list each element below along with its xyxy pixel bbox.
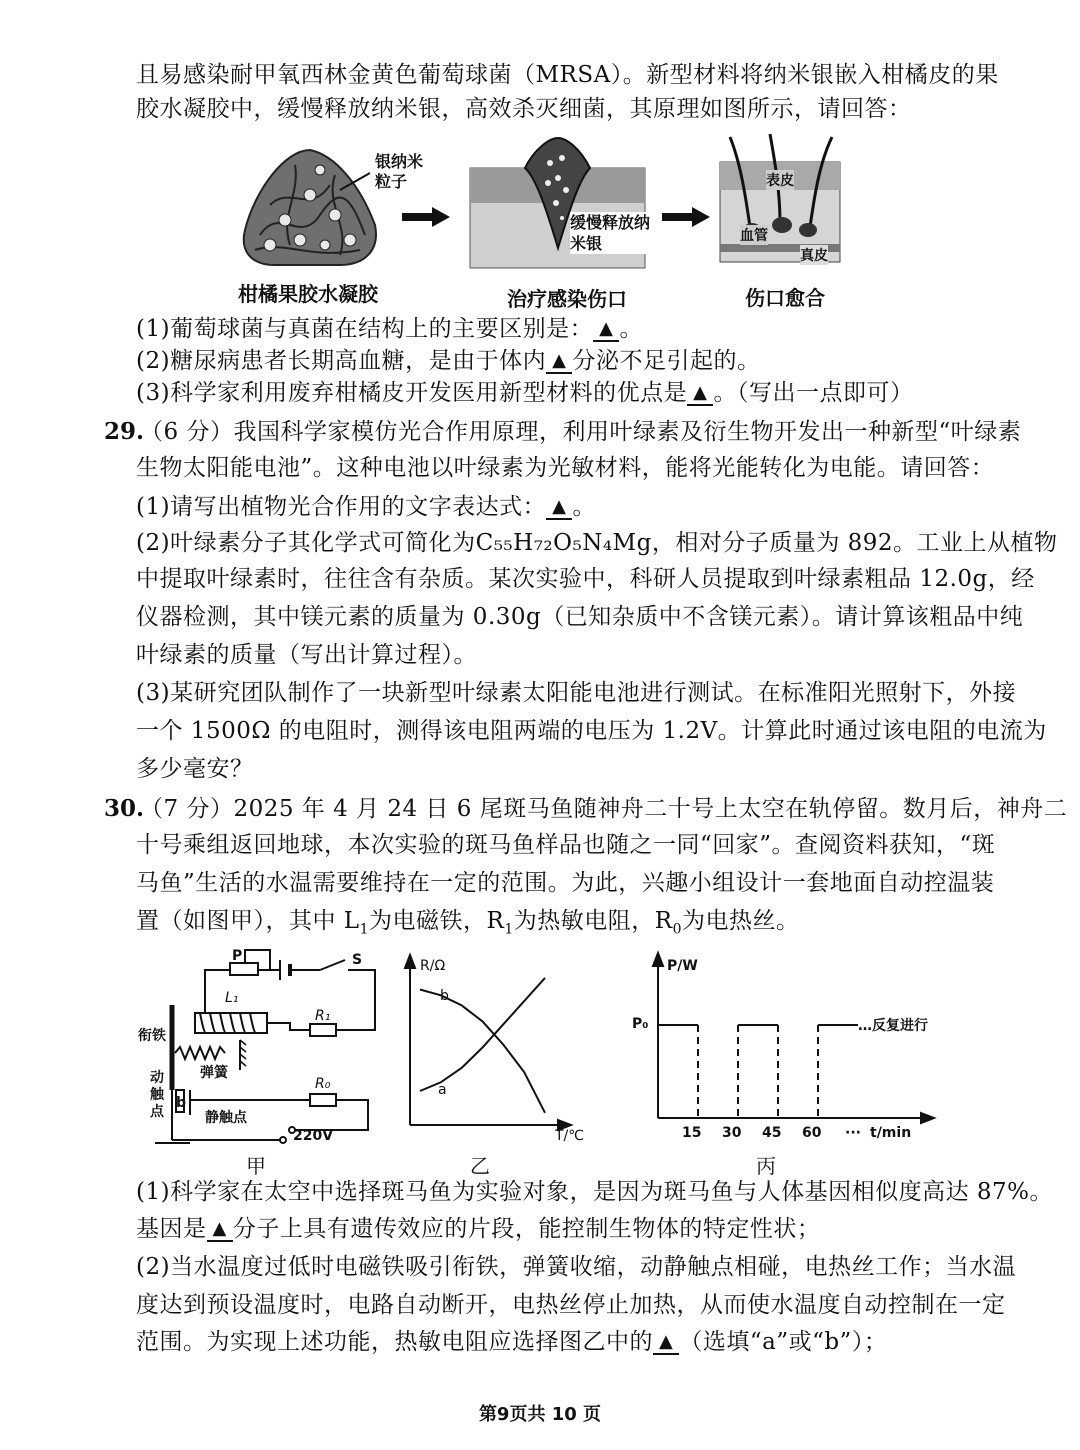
chlorophyll-formula: C₅₅H₇₂O₅N₄Mg — [475, 530, 652, 556]
q29-part-2: (2)叶绿素分子其化学式可简化为C₅₅H₇₂O₅N₄Mg，相对分子质量为 892。工业上从植物 — [136, 530, 1058, 556]
legend-b: b — [440, 988, 449, 1004]
chart-power-time — [650, 950, 940, 1130]
q29-part-2-line-4: 叶绿素的质量（写出计算过程）。 — [136, 642, 477, 668]
chart-bing-annotation: …反复进行 — [858, 1018, 928, 1034]
q30-part-1-line-2: 基因是 ▲ 分子上具有遗传效应的片段，能控制生物体的特定性状； — [136, 1216, 821, 1242]
label-dermis: 真皮 — [800, 245, 828, 265]
label-vessel: 血管 — [740, 225, 768, 245]
caption-wound: 治疗感染伤口 — [507, 287, 627, 311]
chart-bing-xlabel: t/min — [870, 1125, 912, 1141]
answer-blank[interactable]: ▲ — [653, 1331, 679, 1355]
answer-blank[interactable]: ▲ — [593, 318, 619, 342]
intro-line-1: 且易感染耐甲氧西林金黄色葡萄球菌（MRSA）。新型材料将纳米银嵌入柑橘皮的果 — [136, 62, 999, 88]
q29-part-3-line-3: 多少毫安？ — [136, 756, 254, 782]
label-armature: 衔铁 — [138, 1028, 166, 1044]
intro-line-2: 胶水凝胶中，缓慢释放纳米银，高效杀灭细菌，其原理如图所示，请回答： — [136, 96, 912, 122]
q29-line-2: 生物太阳能电池”。这种电池以叶绿素为光敏材料，能将光能转化为电能。请回答： — [136, 455, 995, 481]
q29-number: 29. — [104, 418, 145, 445]
q29-part-3-line-2: 一个 1500Ω 的电阻时，测得该电阻两端的电压为 1.2V。计算此时通过该电阻的电流为 — [136, 718, 1047, 744]
label-slow-release: 缓慢释放纳米银 — [570, 213, 651, 253]
label-contact-b: b — [176, 1095, 187, 1111]
q29-part-3: (3)某研究团队制作了一块新型叶绿素太阳能电池进行测试。在标准阳光照射下，外接 — [136, 680, 1017, 706]
answer-blank[interactable]: ▲ — [687, 382, 713, 406]
q30-line-1: （7 分）2025 年 4 月 24 日 6 尾斑马鱼随神舟二十号上太空在轨停留。数月后，神舟二 — [140, 796, 1068, 822]
q29-part-2-line-3: 仪器检测，其中镁元素的质量为 0.30g（已知杂质中不含镁元素）。请计算该粗品中纯 — [136, 604, 1024, 630]
caption-bing: 丙 — [756, 1154, 776, 1178]
q30-part-2-line-2: 度达到预设温度时，电路自动断开，电热丝停止加热，从而使水温度自动控制在一定 — [136, 1292, 1006, 1318]
chart-yi-xlabel: T/℃ — [555, 1128, 584, 1144]
chart-bing-p0: P₀ — [632, 1016, 649, 1032]
chart-bing-ylabel: P/W — [667, 958, 698, 974]
answer-blank[interactable]: ▲ — [207, 1218, 233, 1242]
q30-part-2-line-3: 范围。为实现上述功能，热敏电阻应选择图乙中的 ▲ （选填“a”或“b”）； — [136, 1329, 888, 1355]
label-silver-nanoparticle: 银纳米粒子 — [375, 152, 424, 191]
control-circuit-diagram — [130, 945, 390, 1145]
caption-jia: 甲 — [246, 1154, 266, 1178]
caption-yi: 乙 — [470, 1154, 490, 1178]
hydrogel-illustration — [240, 145, 380, 270]
page-footer: 第9页共 10 页 — [478, 1404, 602, 1425]
x-tick-label: 60 — [802, 1125, 822, 1141]
caption-heal: 伤口愈合 — [745, 286, 825, 310]
label-r0: R₀ — [315, 1076, 331, 1092]
caption-hydrogel: 柑橘果胶水凝胶 — [238, 282, 378, 306]
q30-line-3: 马鱼”生活的水温需要维持在一定的范围。为此，兴趣小组设计一套地面自动控温装 — [136, 870, 995, 896]
answer-blank[interactable]: ▲ — [546, 350, 572, 374]
q30-number: 30. — [104, 795, 145, 822]
q30-line-2: 十号乘组返回地球，本次实验的斑马鱼样品也随之一同“回家”。查阅资料获知，“斑 — [136, 832, 996, 858]
q28-part-3: (3)科学家利用废弃柑橘皮开发医用新型材料的优点是 ▲ 。（写出一点即可） — [136, 380, 914, 406]
label-switch-s: S — [352, 952, 363, 968]
q30-line-4: 置（如图甲），其中 $L_1$为电磁铁，$R_1$为热敏电阻，$R_0$为电热丝。 — [136, 908, 800, 938]
label-r1: R₁ — [315, 1008, 331, 1024]
q29-part-2-line-2: 中提取叶绿素时，往往含有杂质。某次实验中，科研人员提取到叶绿素粗品 12.0g，经 — [136, 566, 1035, 592]
label-l1: L₁ — [225, 990, 239, 1006]
arrow-icon — [402, 207, 450, 227]
label-slider-p: P — [232, 948, 243, 964]
q30-part-2: (2)当水温度过低时电磁铁吸引衔铁，弹簧收缩，动静触点相碰，电热丝工作；当水温 — [136, 1254, 1017, 1280]
x-tick-label: 30 — [722, 1125, 742, 1141]
x-tick-label: 45 — [762, 1125, 782, 1141]
chart-yi-ylabel: R/Ω — [420, 958, 446, 974]
q28-part-2: (2)糖尿病患者长期高血糖，是由于体内 ▲ 分泌不足引起的。 — [136, 348, 761, 374]
x-tick-label: ··· — [845, 1125, 861, 1141]
answer-blank[interactable]: ▲ — [546, 496, 572, 520]
x-tick-label: 15 — [682, 1125, 702, 1141]
label-voltage: 220V — [293, 1128, 334, 1144]
q29-part-1: (1)请写出植物光合作用的文字表达式： ▲ 。 — [136, 494, 596, 520]
label-spring: 弹簧 — [200, 1065, 228, 1081]
label-moving-contact: 动触点 — [150, 1070, 164, 1120]
arrow-icon — [662, 207, 710, 227]
label-static-contact: 静触点 — [205, 1110, 247, 1126]
legend-a: a — [438, 1082, 447, 1098]
chart-resistance-temperature — [400, 950, 580, 1140]
q28-part-1: (1)葡萄球菌与真菌在结构上的主要区别是： ▲ 。 — [136, 316, 643, 342]
q29-line-1: （6 分）我国科学家模仿光合作用原理，利用叶绿素及衍生物开发出一种新型“叶绿素 — [140, 419, 1022, 445]
q30-part-1: (1)科学家在太空中选择斑马鱼为实验对象，是因为斑马鱼与人体基因相似度高达 87%。 — [136, 1179, 1054, 1205]
label-epidermis: 表皮 — [766, 170, 794, 190]
